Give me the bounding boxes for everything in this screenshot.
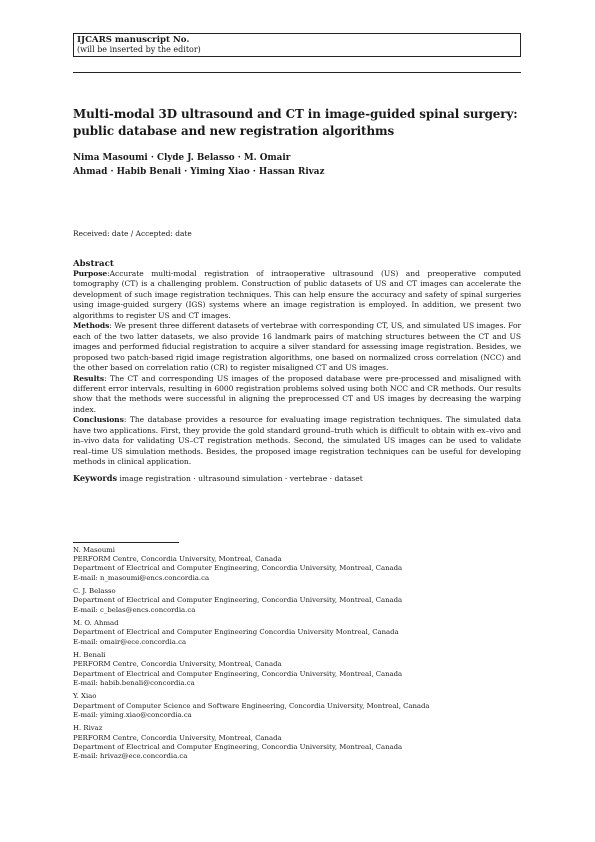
affiliation-line: PERFORM Centre, Concordia University, Montreal, Canada (73, 733, 282, 742)
affiliation-line: Department of Electrical and Computer Engineering, Concordia University, Montreal, Canada (73, 742, 403, 751)
methods-label: Methods (73, 321, 110, 331)
affiliation-name: C. J. Belasso (73, 587, 116, 596)
affiliation-ahmad (73, 619, 521, 647)
paper-title (73, 106, 521, 139)
author-list (73, 152, 521, 179)
abstract-purpose (73, 269, 521, 321)
authors-line-1: Nima Masoumi · Clyde J. Belasso · M. Omair (73, 153, 291, 163)
affiliation-line: Department of Electrical and Computer Engineering, Concordia University, Montreal, Canada (73, 564, 403, 573)
affiliation-email: E-mail: hrivaz@ece.concordia.ca (73, 752, 188, 761)
affiliation-line: Department of Electrical and Computer Engineering, Concordia University, Montreal, Canada (73, 596, 403, 605)
affiliation-belasso (73, 587, 521, 615)
affiliation-line: Department of Electrical and Computer Engineering Concordia University Montreal, Canada (73, 628, 399, 637)
affiliation-masoumi (73, 546, 521, 583)
journal-manuscript-label: IJCARS manuscript No. (77, 35, 190, 45)
affiliation-name: N. Masoumi (73, 546, 115, 554)
header-rule (73, 72, 521, 73)
keywords-text: image registration · ultrasound simulation · vertebrae · dataset (119, 473, 363, 483)
keywords (73, 473, 521, 485)
affiliation-name: Y. Xiao (73, 692, 97, 701)
affiliation-line: Department of Computer Science and Software Engineering, Concordia University, Montreal, Canada (73, 701, 430, 710)
purpose-label: Purpose (73, 269, 108, 278)
affiliation-name: M. O. Ahmad (73, 619, 119, 628)
results-label: Results (73, 373, 105, 383)
abstract-results (73, 374, 521, 416)
manuscript-header-box (73, 33, 521, 57)
affiliations-list (73, 546, 521, 766)
keywords-label: Keywords (73, 472, 118, 483)
affiliation-email: E-mail: yiming.xiao@concordia.ca (73, 710, 192, 719)
methods-text: : We present three different datasets of vertebrae with corresponding CT, US, and simulated US images. For each of the two latter datasets, we also provide 16 landmark pairs of matching structures between the CT and US images and performed fiducial registration to acquire a silver standard for assessing image registration. Besides, we proposed two patch-based rigid image registration algorithms, one based on normalized cross correlation (NCC) and the other based on correlation ratio (CR) to register misaligned CT and US images. (73, 321, 521, 373)
authors-line-2: Ahmad · Habib Benali · Yiming Xiao · Hassan Rivaz (73, 166, 325, 177)
abstract-heading: Abstract (73, 259, 114, 269)
conclusions-label: Conclusions (73, 415, 124, 425)
footnote-rule (73, 542, 179, 543)
affiliation-rivaz (73, 724, 521, 761)
abstract-conclusions (73, 415, 521, 467)
affiliation-email: E-mail: n_masoumi@encs.concordia.ca (73, 573, 210, 582)
affiliation-email: E-mail: c_belas@encs.concordia.ca (73, 605, 196, 614)
abstract-section (73, 259, 521, 484)
affiliation-benali (73, 651, 521, 688)
title-line-1: Multi-modal 3D ultrasound and CT in image-guided spinal surgery: (73, 107, 518, 121)
affiliation-email: E-mail: omair@ece.concordia.ca (73, 637, 187, 646)
affiliation-xiao (73, 692, 521, 720)
affiliation-name: H. Rivaz (73, 724, 103, 733)
editor-note: (will be inserted by the editor) (77, 45, 201, 54)
title-line-2: public database and new registration algorithms (73, 123, 395, 138)
affiliation-line: PERFORM Centre, Concordia University, Montreal, Canada (73, 660, 282, 669)
affiliation-line: PERFORM Centre, Concordia University, Montreal, Canada (73, 555, 282, 564)
affiliation-line: Department of Electrical and Computer Engineering, Concordia University, Montreal, Canada (73, 669, 403, 678)
received-accepted-date: Received: date / Accepted: date (73, 229, 192, 238)
abstract-methods (73, 321, 521, 373)
affiliation-email: E-mail: habib.benali@concordia.ca (73, 678, 195, 687)
affiliation-name: H. Benali (73, 651, 106, 660)
purpose-text: :Accurate multi-modal registration of intraoperative ultrasound (US) and preoperative computed tomography (CT) is a challenging problem. Construction of public datasets of US and CT images can accelerate the development of such image registration techniques. This can help ensure the accuracy and safety of spinal surgeries using image-guided surgery (IGS) systems where an image registration is employed. In addition, we present two algorithms to register US and CT images. (73, 269, 521, 320)
conclusions-text: : The database provides a resource for evaluating image registration techniques. The simulated data have two applications. First, they provide the gold standard ground–truth which is difficult to obtain with ex–vivo and in–vivo data for validating US–CT registration methods. Second, the simulated US images can be used to validate real–time US simulation methods. Besides, the proposed image registration techniques can be useful for developing methods in clinical application. (73, 415, 521, 467)
results-text: : The CT and corresponding US images of the proposed database were pre-processed and misaligned with different error intervals, resulting in 6000 registration problems solved using both NCC and CR methods. Our results show that the methods were successful in aligning the preprocessed CT and US images by decreasing the warping index. (73, 373, 521, 414)
